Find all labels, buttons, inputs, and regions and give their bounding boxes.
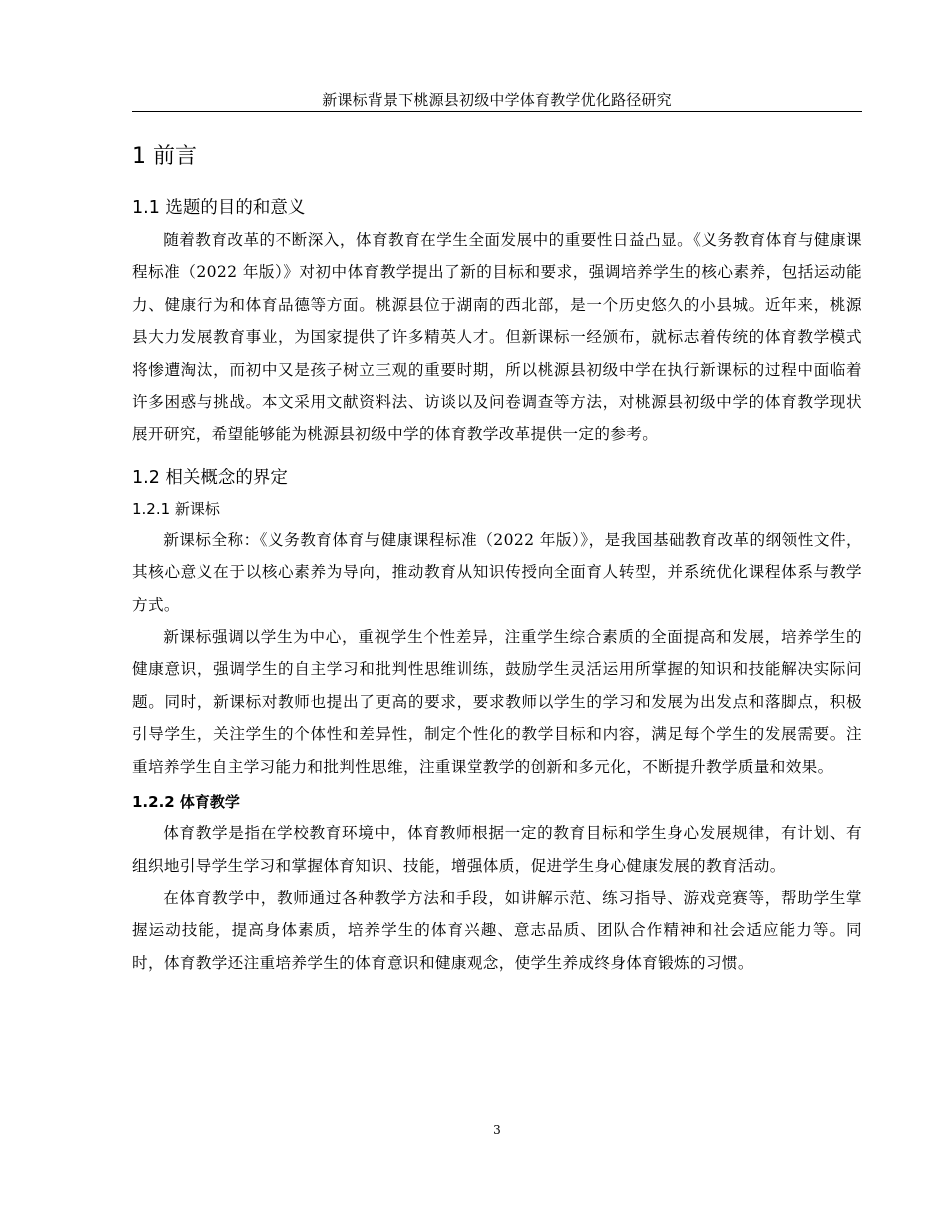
- subsection-heading-1-2-2: 1.2.2 体育教学: [132, 793, 240, 812]
- header-rule: [132, 111, 862, 112]
- chapter-heading: 1 前言: [132, 144, 197, 169]
- paragraph-1-2-1-a: 新课标全称：《义务教育体育与健康课程标准（2022 年版）》，是我国基础教育改革的纲领性文件，其核心意义在于以核心素养为导向，推动教育从知识传授向全面育人转型，并系统优化课程体系与教学方式。: [132, 530, 862, 614]
- section-heading-1-1: 1.1 选题的目的和意义: [132, 198, 306, 218]
- paragraph-1-1: 随着教育改革的不断深入，体育教育在学生全面发展中的重要性日益凸显。《义务教育体育与健康课程标准（2022 年版）》对初中体育教学提出了新的目标和要求，强调培养学生的核心素养，包括运动能力、健康行为和体育品德等方面。桃源县位于湖南的西北部，是一个历史悠久的小县城。近年来，桃源县大力发展教育事业，为国家提供了许多精英人才。但新课标一经颁布，就标志着传统的体育教学模式将惨遭淘汰，而初中又是孩子树立三观的重要时期，所以桃源县初级中学在执行新课标的过程中面临着许多困惑与挑战。本文采用文献资料法、访谈以及问卷调查等方法，对桃源县初级中学的体育教学现状展开研究，希望能够能为桃源县初级中学的体育教学改革提供一定的参考。: [132, 231, 862, 444]
- page-body: [132, 138, 862, 979]
- paragraph-1-2-2-a: 体育教学是指在学校教育环境中，体育教师根据一定的教育目标和学生身心发展规律，有计划、有组织地引导学生学习和掌握体育知识、技能，增强体质，促进学生身心健康发展的教育活动。: [132, 824, 862, 875]
- paragraph-1-2-2-b: 在体育教学中，教师通过各种教学方法和手段，如讲解示范、练习指导、游戏竞赛等，帮助学生掌握运动技能，提高身体素质，培养学生的体育兴趣、意志品质、团队合作精神和社会适应能力等。同时，体育教学还注重培养学生的体育意识和健康观念，使学生养成终身体育锻炼的习惯。: [132, 888, 862, 972]
- section-heading-1-2: 1.2 相关概念的界定: [132, 467, 288, 488]
- page-number: 3: [493, 1123, 501, 1137]
- running-header: 新课标背景下桃源县初级中学体育教学优化路径研究: [322, 91, 672, 109]
- subsection-heading-1-2-1: 1.2.1 新课标: [132, 499, 220, 518]
- paragraph-1-2-1-b: 新课标强调以学生为中心，重视学生个性差异，注重学生综合素质的全面提高和发展，培养学生的健康意识，强调学生的自主学习和批判性思维训练，鼓励学生灵活运用所掌握的知识和技能解决实际问题。同时，新课标对教师也提出了更高的要求，要求教师以学生的学习和发展为出发点和落脚点，积极引导学生，关注学生的个体性和差异性，制定个性化的教学目标和内容，满足每个学生的发展需要。注重培养学生自主学习能力和批判性思维，注重课堂教学的创新和多元化，不断提升教学质量和效果。: [132, 628, 862, 776]
